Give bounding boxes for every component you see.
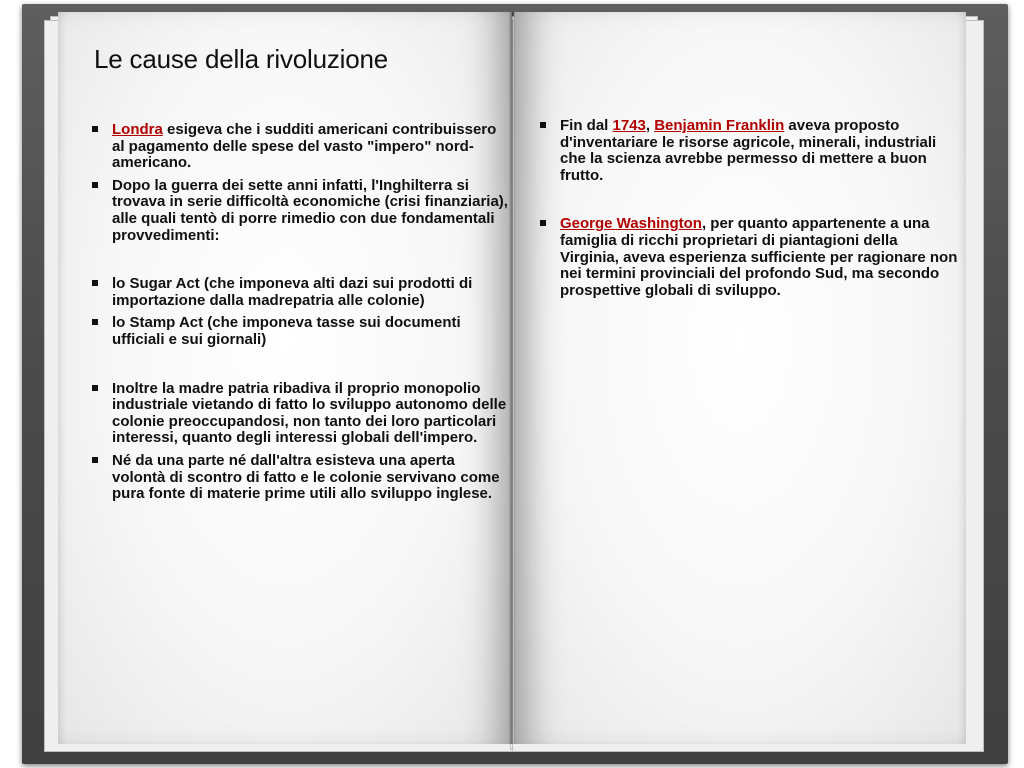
right-page: [514, 12, 966, 744]
bullet-text: , per quanto appartenente a una famiglia di ricchi proprietari di piantagioni della Virginia, aveva esperienza sufficiente per ragionare non nei termini provinciali del profondo Sud, ma secondo prospettive globali di sviluppo.: [560, 215, 958, 299]
bullet-item-londra: [90, 122, 510, 172]
bullet-item-washington: [538, 216, 958, 299]
square-bullet-icon: [92, 457, 98, 463]
square-bullet-icon: [92, 126, 98, 132]
square-bullet-icon: [92, 182, 98, 188]
square-bullet-icon: [540, 122, 546, 128]
bullet-item-monopolio: [90, 381, 510, 447]
bullet-text: esigeva che i sudditi americani contribuissero al pagamento delle spese del vasto "impero" nord-americano.: [112, 121, 497, 172]
bullet-text: aveva proposto d'inventariare le risorse agricole, minerali, industriali che la scienza avrebbe permesso di mettere a buon frutto.: [560, 117, 937, 184]
left-page: [58, 12, 512, 744]
slide-title: Le cause della rivoluzione: [94, 44, 388, 74]
square-bullet-icon: [92, 385, 98, 391]
right-bullet-list: [538, 118, 958, 299]
bullet-text: lo Sugar Act (che imponeva alti dazi sui prodotti di importazione dalla madrepatria alle colonie): [112, 275, 473, 309]
bullet-text: Dopo la guerra dei sette anni infatti, l'Inghilterra si trovava in serie difficoltà economiche (crisi finanziaria), alle quali tentò di porre rimedio con due fondamentali provvedimenti:: [112, 176, 508, 244]
bullet-item-scontro: [90, 453, 510, 503]
bullet-item-guerra: [90, 178, 510, 244]
bullet-item-stamp-act: [90, 315, 510, 348]
square-bullet-icon: [92, 280, 98, 286]
link-benjamin-franklin[interactable]: Benjamin Franklin: [654, 117, 785, 134]
link-londra[interactable]: Londra: [112, 121, 163, 138]
bullet-text-prefix: Fin dal: [560, 117, 613, 134]
square-bullet-icon: [92, 319, 98, 325]
link-1743[interactable]: 1743: [612, 117, 646, 134]
bullet-text: lo Stamp Act (che imponeva tasse sui documenti ufficiali e sui giornali): [112, 314, 461, 348]
bullet-text: Inoltre la madre patria ribadiva il proprio monopolio industriale vietando di fatto lo sviluppo autonomo delle colonie preoccupandosi, non tanto dei loro particolari interessi, quanto degli interessi globali dell'impero.: [112, 379, 507, 447]
bullet-text: Né da una parte né dall'altra esisteva una aperta volontà di scontro di fatto e le colonie servivano come pura fonte di materie prime utili allo sviluppo inglese.: [112, 451, 500, 503]
bullet-item-sugar-act: [90, 276, 510, 309]
link-george-washington[interactable]: George Washington: [560, 215, 702, 233]
book-spine: [509, 12, 515, 744]
bullet-item-franklin: [538, 118, 958, 184]
square-bullet-icon: [540, 220, 546, 226]
left-bullet-list: [90, 122, 510, 503]
bullet-text-comma: ,: [645, 117, 655, 134]
